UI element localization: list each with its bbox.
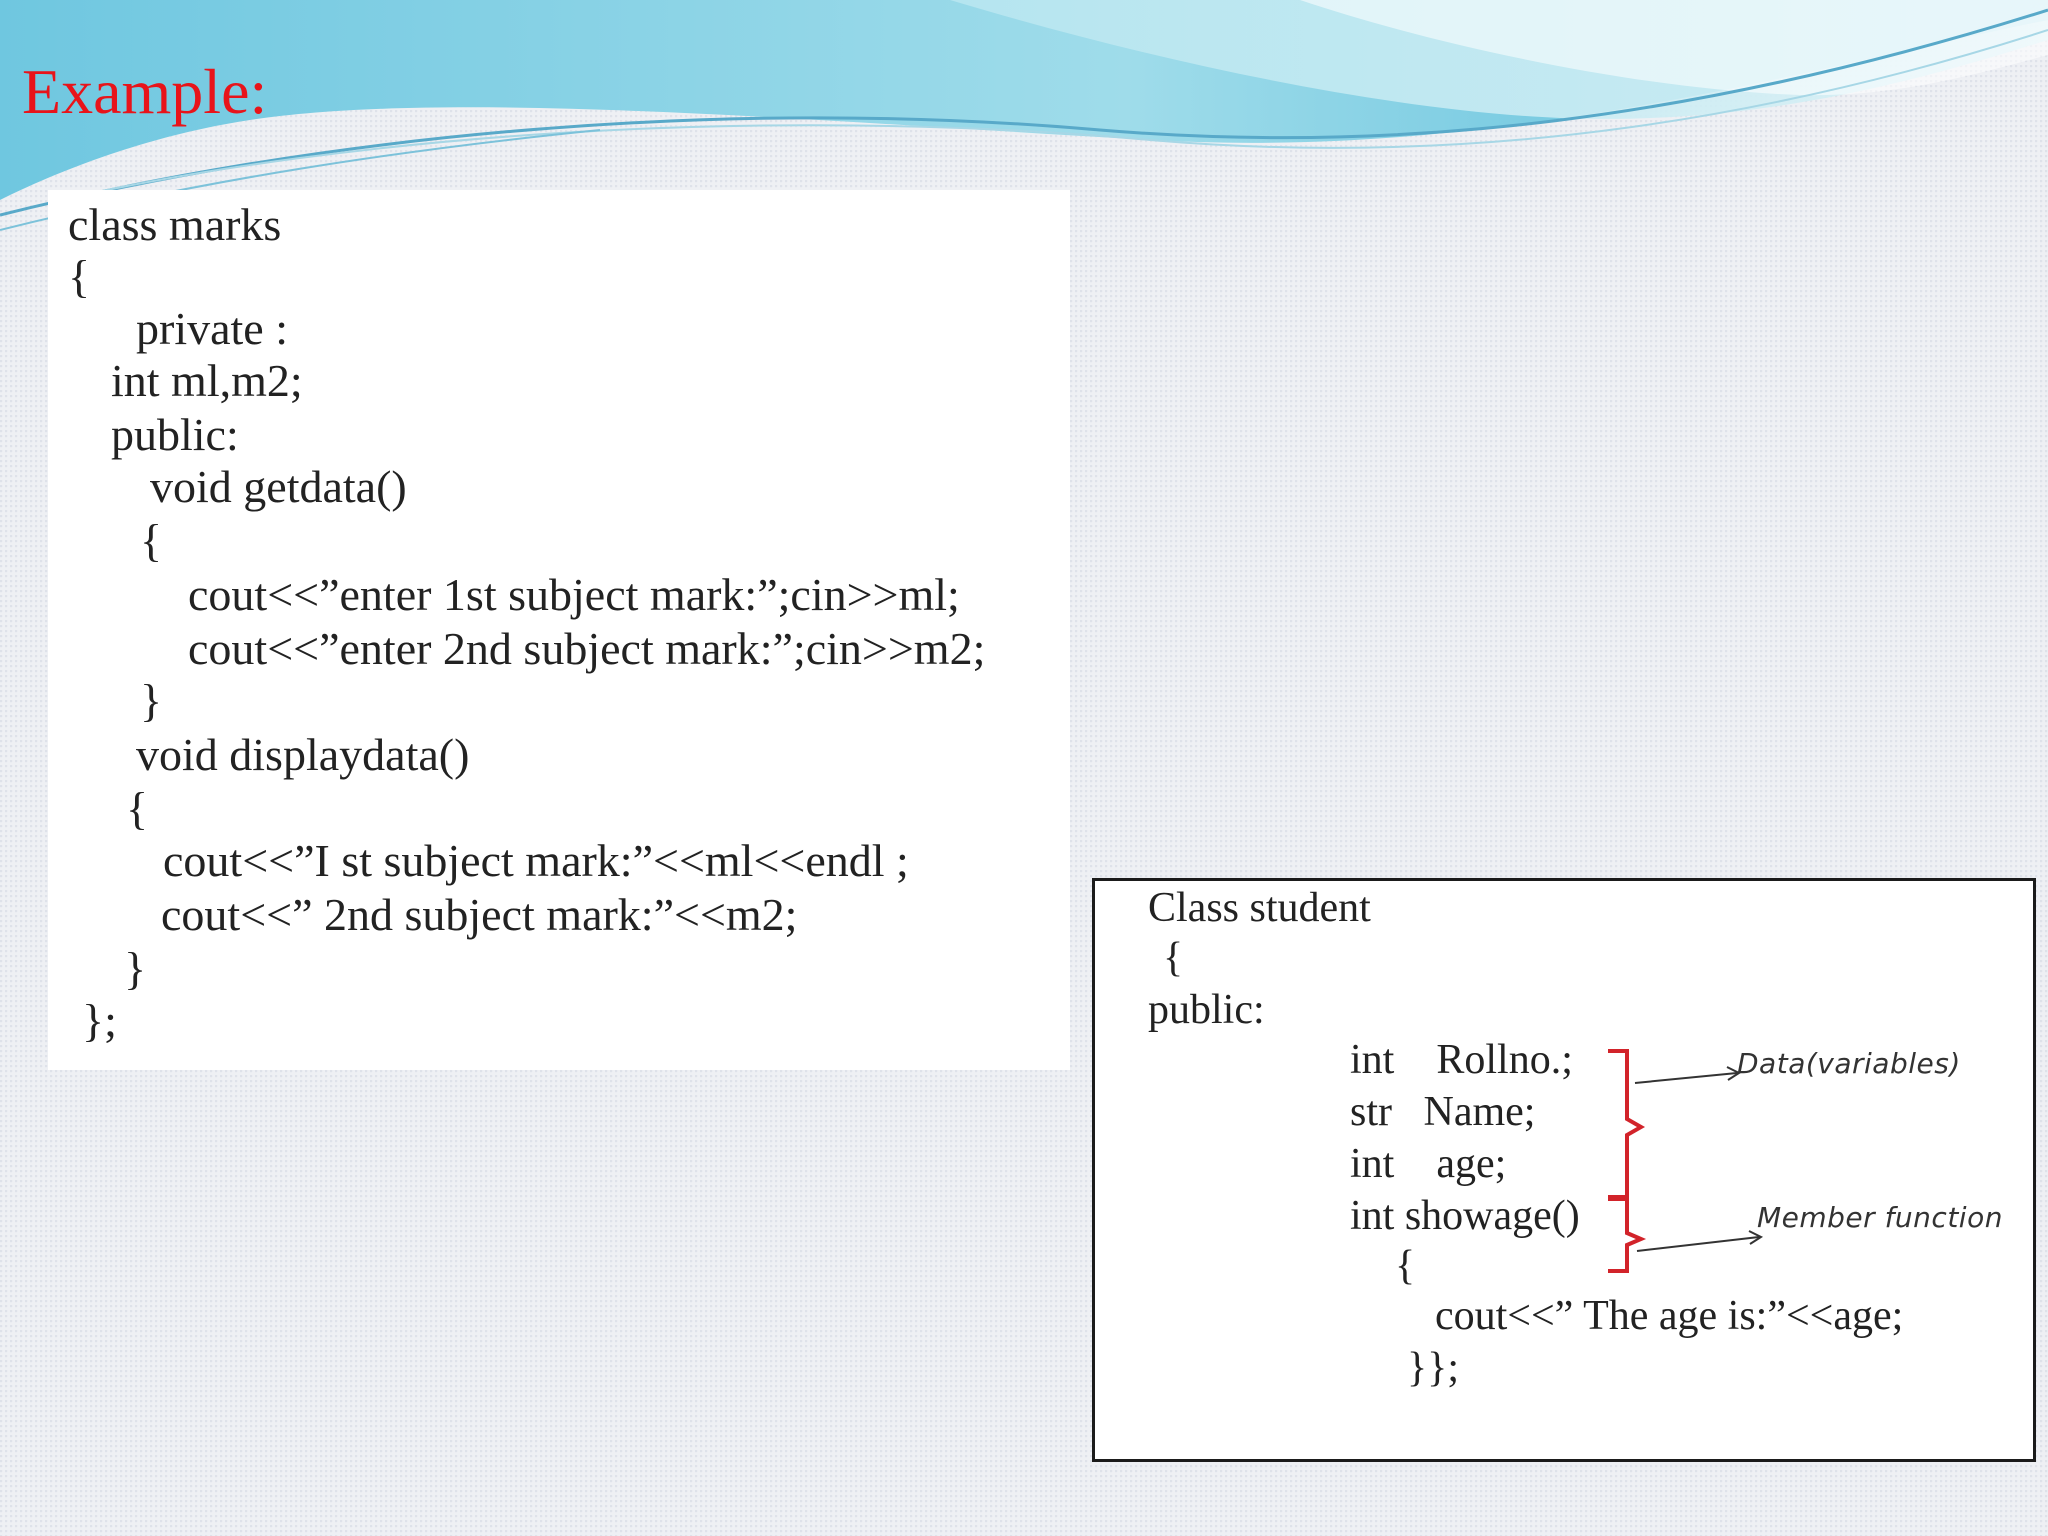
diagram-line: public:	[1148, 987, 1265, 1033]
data-variables-label: Data(variables)	[1737, 1047, 1961, 1080]
diagram-line: int age;	[1350, 1141, 1507, 1187]
data-arrow-line	[1635, 1073, 1737, 1083]
diagram-line: int showage()	[1350, 1193, 1580, 1239]
diagram-line: {	[1163, 935, 1184, 981]
diagram-line: cout<<” The age is:”<<age;	[1435, 1293, 1904, 1339]
annotation-brackets	[1095, 881, 2039, 1465]
code-line: }	[124, 943, 147, 994]
diagram-line: Class student	[1148, 885, 1371, 931]
code-line: cout<<”I st subject mark:”<<ml<<endl ;	[163, 835, 909, 886]
code-line: cout<<” 2nd subject mark:”<<m2;	[161, 889, 798, 940]
diagram-line: {	[1395, 1243, 1416, 1289]
data-bracket	[1608, 1051, 1641, 1197]
diagram-line: int Rollno.;	[1350, 1037, 1573, 1083]
code-line: {	[68, 251, 91, 302]
code-line: {	[126, 783, 149, 834]
diagram-line: str Name;	[1350, 1089, 1536, 1135]
code-line: public:	[111, 409, 239, 460]
member-arrow-line	[1637, 1237, 1759, 1251]
code-line: cout<<”enter 1st subject mark:”;cin>>ml;	[188, 569, 960, 620]
code-line: void displaydata()	[136, 729, 470, 780]
code-line: class marks	[68, 199, 282, 250]
class-student-diagram	[1092, 878, 2036, 1462]
member-function-label: Member function	[1757, 1201, 2003, 1234]
slide-title: Example:	[22, 56, 268, 127]
code-line: };	[82, 995, 117, 1046]
code-line: }	[140, 675, 163, 726]
diagram-line: }};	[1407, 1345, 1459, 1391]
code-line: private :	[136, 303, 288, 354]
code-line: int ml,m2;	[111, 355, 303, 406]
code-block-class-marks	[48, 190, 1070, 1070]
member-bracket	[1608, 1199, 1641, 1271]
code-line: {	[140, 515, 163, 566]
code-line: void getdata()	[150, 461, 407, 512]
code-line: cout<<”enter 2nd subject mark:”;cin>>m2;	[188, 623, 986, 674]
